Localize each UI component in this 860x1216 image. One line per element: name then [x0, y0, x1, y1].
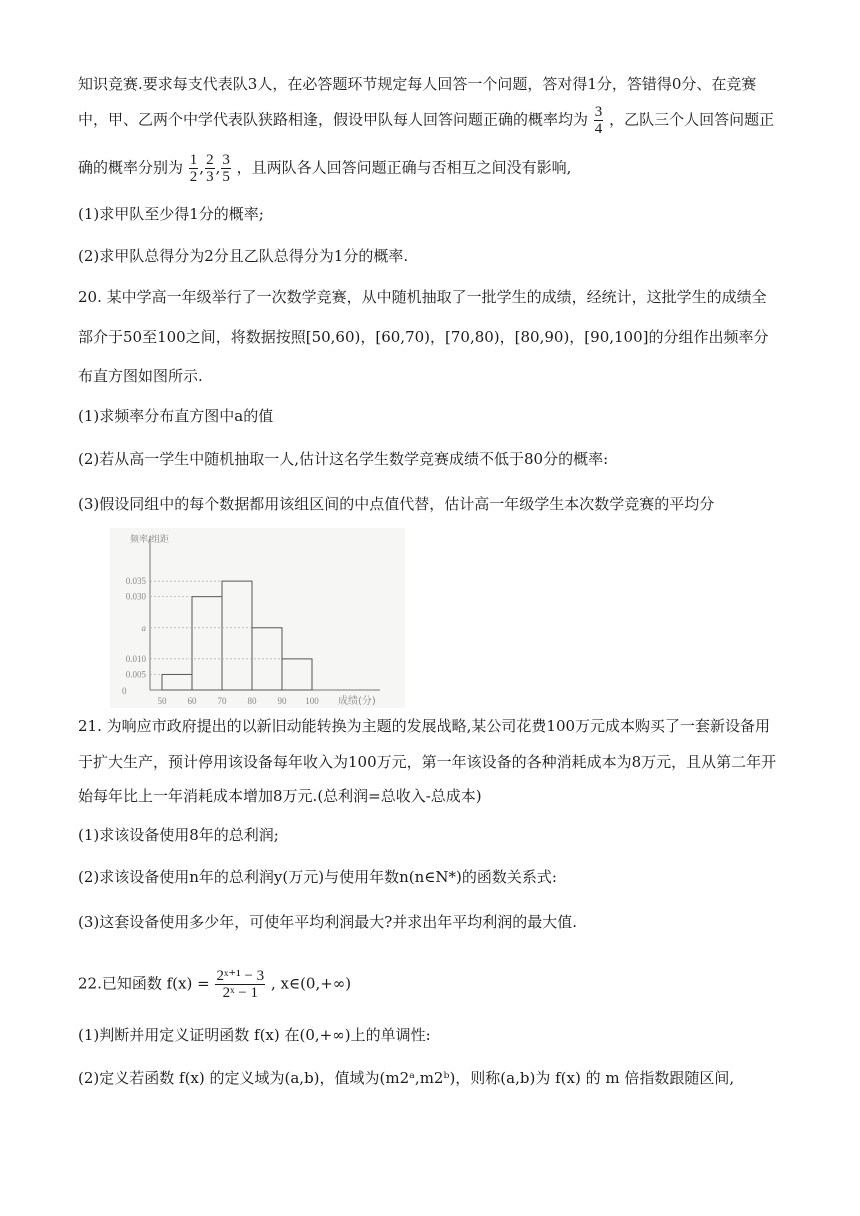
y-tick-label: 0.010 [125, 653, 146, 664]
q19-line-1: 知识竞赛.要求每支代表队3人，在必答题环节规定每人回答一个问题，答对得1分，答错得0分、在竞赛 [78, 75, 757, 93]
y-tick-label: a [141, 622, 146, 633]
prob-fraction-a: $\frac{3}{4}$ [594, 104, 603, 137]
q20-line-1: 20. 某中学高一年级举行了一次数学竞赛，从中随机抽取了一批学生的成绩，经统计，这批学生的成绩全 [78, 288, 767, 306]
histogram-bar [222, 581, 252, 690]
histogram-chart [110, 528, 405, 708]
q20-line-2: 部介于50至100之间，将数据按照[50,60)，[60,70)，[70,80)，[80,90)，[90,100]的分组作出频率分 [78, 328, 769, 346]
q21-line-1: 21. 为响应市政府提出的以新旧动能转换为主题的发展战略,某公司花费100万元成本购买了一套新设备用 [78, 717, 771, 735]
y-tick-label: 0.030 [125, 591, 146, 602]
q19-line-3: 确的概率分别为 $\frac{1}{2}$ , $\frac{2}{3}$ , $\frac{3}{5}$ ，且两队各人回答问题正确与否相互之间没有影响, [78, 152, 572, 185]
q21-part-2: (2)求该设备使用n年的总利润y(万元)与使用年数n(n∈N*)的函数关系式: [78, 868, 557, 886]
q20-part-3: (3)假设同组中的每个数据都用该组区间的中点值代替，估计高一年级学生本次数学竞赛的平均分 [78, 495, 715, 513]
q19-part-2: (2)求甲队总得分为2分且乙队总得分为1分的概率. [78, 247, 409, 265]
q22-stem-a: 22.已知函数 f(x) = [78, 974, 210, 993]
prob-fraction-3: $\frac{3}{5}$ [222, 152, 230, 185]
q21-part-3: (3)这套设备使用多少年，可使年平均利润最大?并求出年平均利润的最大值. [78, 913, 578, 931]
x-tick-label: 90 [277, 696, 287, 706]
x-axis-label: 成绩(分) [338, 696, 376, 707]
function-fraction: $\frac{\text{2ˣ⁺¹ − 3}}{\text{2ˣ − 1}}$ [216, 968, 265, 1001]
histogram-bar [192, 597, 222, 690]
prob-fraction-2: $\frac{2}{3}$ [206, 152, 214, 185]
x-tick-label: 80 [247, 696, 257, 706]
x-tick-label: 50 [157, 696, 167, 706]
q22-stem-b: , x∈(0,+∞) [270, 974, 352, 993]
q19-line-2 [78, 104, 774, 137]
q22-stem [78, 968, 351, 1001]
q21-part-1: (1)求该设备使用8年的总利润; [78, 826, 279, 844]
y-tick-label-zero: 0 [122, 686, 127, 696]
q22-part-1: (1)判断并用定义证明函数 f(x) 在(0,+∞)上的单调性: [78, 1026, 431, 1044]
q20-line-3: 布直方图如图所示. [78, 367, 203, 385]
prob-fraction-1: $\frac{1}{2}$ [189, 152, 198, 185]
q19-line-3a: 确的概率分别为 [78, 158, 184, 177]
x-tick-label: 60 [187, 696, 197, 706]
q19-line-3b: ，且两队各人回答问题正确与否相互之间没有影响, [236, 158, 572, 177]
y-tick-label: 0.035 [125, 576, 146, 587]
q19-line-2a: 中，甲、乙两个中学代表队狭路相逢，假设甲队每人回答问题正确的概率均为 [78, 110, 589, 129]
q19-line-2b: ，乙队三个人回答问题正 [609, 110, 775, 129]
q19-part-1: (1)求甲队至少得1分的概率; [78, 205, 264, 223]
y-tick-label: 0.005 [125, 669, 146, 680]
histogram-bar [282, 659, 312, 690]
q20-part-1: (1)求频率分布直方图中a的值 [78, 407, 274, 425]
q20-part-2: (2)若从高一学生中随机抽取一人,估计这名学生数学竞赛成绩不低于80分的概率: [78, 450, 609, 468]
histogram-svg [110, 528, 405, 708]
y-axis-label: 频率/组距 [130, 535, 170, 545]
q21-line-2: 于扩大生产，预计停用该设备每年收入为100万元，第一年该设备的各种消耗成本为8万元，且从第二年开 [78, 753, 777, 771]
x-tick-label: 70 [217, 696, 227, 706]
q22-part-2: (2)定义若函数 f(x) 的定义域为(a,b)，值域为(m2ᵃ,m2ᵇ)，则称(a,b)为 f(x) 的 m 倍指数跟随区间, [78, 1069, 735, 1087]
histogram-bar [162, 674, 192, 690]
q21-line-3: 始每年比上一年消耗成本增加8万元.(总利润=总收入-总成本) [78, 787, 482, 805]
x-tick-label: 100 [305, 696, 319, 706]
